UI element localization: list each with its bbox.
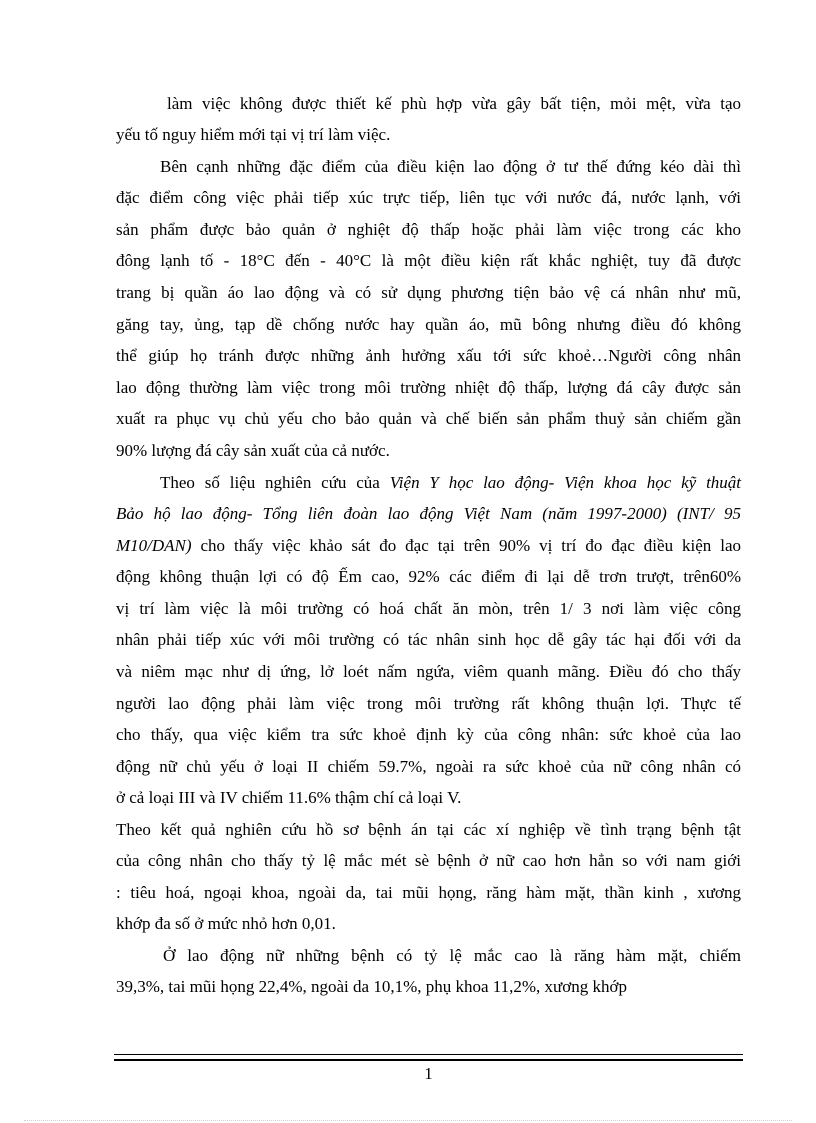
body-line: sản phẩm được bảo quản ở nghiệt độ thấp hoặc phải làm việc trong các kho bbox=[116, 220, 741, 239]
body-line: làm việc không được thiết kế phù hợp vừa gây bất tiện, mỏi mệt, vừa tạo bbox=[167, 94, 741, 113]
body-line: trang bị quần áo lao động và có sử dụng phương tiện bảo vệ cá nhân như mũ, bbox=[116, 283, 741, 302]
body-line: cho thấy, qua việc kiểm tra sức khoẻ định kỳ của công nhân: sức khoẻ của lao bbox=[116, 725, 741, 744]
body-line: yếu tố nguy hiểm mới tại vị trí làm việc. bbox=[116, 125, 391, 144]
body-line: đặc điểm công việc phải tiếp xúc trực tiếp, liên tục với nước đá, nước lạnh, với bbox=[116, 188, 741, 207]
footer-rule bbox=[114, 1059, 743, 1061]
body-line: và niêm mạc như dị ứng, lở loét nấm ngứa, viêm quanh mãng. Điều đó cho thấy bbox=[116, 662, 741, 681]
footer-rule bbox=[114, 1054, 743, 1055]
body-line: thể giúp họ tránh được những ảnh hưởng xấu tới sức khoẻ…Người công nhân bbox=[116, 346, 741, 365]
body-line: Bên cạnh những đặc điểm của điều kiện lao động ở tư thế đứng kéo dài thì bbox=[160, 157, 741, 176]
body-text: Theo số liệu nghiên cứu của bbox=[160, 473, 390, 492]
body-line: 90% lượng đá cây sản xuất của cả nước. bbox=[116, 441, 390, 460]
body-line bbox=[116, 473, 741, 493]
body-line: đông lạnh tố - 18°C đến - 40°C là một điều kiện rất khắc nghiệt, tuy đã được bbox=[116, 251, 741, 270]
body-line: ở cả loại III và IV chiếm 11.6% thậm chí cả loại V. bbox=[116, 788, 462, 807]
citation-line: Bảo hộ lao động- Tổng liên đoàn lao động Việt Nam (năm 1997-2000) (INT/ 95 bbox=[116, 504, 741, 523]
body-line: lao động thường làm việc trong môi trường nhiệt độ thấp, lượng đá cây được sản bbox=[116, 378, 741, 397]
body-line: : tiêu hoá, ngoại khoa, ngoài da, tai mũi họng, răng hàm mặt, thần kinh , xương bbox=[116, 883, 741, 902]
body-line: nhân phải tiếp xúc với môi trường có tác nhân sinh học dễ gây tác hại đối với da bbox=[116, 630, 741, 649]
body-line: vị trí làm việc là môi trường có hoá chất ăn mòn, trên 1/ 3 nơi làm việc công bbox=[116, 599, 741, 618]
body-line bbox=[116, 536, 741, 556]
body-line: người lao động phải làm việc trong môi trường rất không thuận lợi. Thực tế bbox=[116, 694, 741, 713]
body-line: động không thuận lợi có độ Ếm cao, 92% các điểm đi lại dễ trơn trượt, trên60% bbox=[116, 567, 741, 586]
body-line: xuất ra phục vụ chủ yếu cho bảo quản và chế biến sản phẩm thuỷ sản chiếm gần bbox=[116, 409, 741, 428]
body-line: Ở lao động nữ những bệnh có tỷ lệ mắc cao là răng hàm mặt, chiếm bbox=[163, 946, 741, 965]
body-line: của công nhân cho thấy tỷ lệ mắc mét sè bệnh ở nữ cao hơn hẳn so với nam giới bbox=[116, 851, 741, 870]
body-line: khớp đa số ở mức nhỏ hơn 0,01. bbox=[116, 914, 336, 933]
citation-text: Viện Y học lao động- Viện khoa học kỹ thuật bbox=[389, 473, 742, 492]
page-number: 1 bbox=[424, 1064, 433, 1083]
page-edge-divider bbox=[24, 1120, 792, 1121]
body-line: động nữ chủ yếu ở loại II chiếm 59.7%, ngoài ra sức khoẻ của nữ công nhân có bbox=[116, 757, 741, 776]
body-line: 39,3%, tai mũi họng 22,4%, ngoài da 10,1%, phụ khoa 11,2%, xương khớp bbox=[116, 977, 628, 996]
body-line: Theo kết quả nghiên cứu hồ sơ bệnh án tại các xí nghiệp về tình trạng bệnh tật bbox=[116, 820, 741, 839]
body-text: cho thấy việc khảo sát đo đạc tại trên 90% vị trí đo đạc điều kiện lao bbox=[191, 536, 741, 555]
citation-text: M10/DAN) bbox=[116, 536, 192, 555]
body-line: găng tay, ủng, tạp dề chống nước hay quần áo, mũ bông nhưng điều đó không bbox=[116, 315, 741, 334]
